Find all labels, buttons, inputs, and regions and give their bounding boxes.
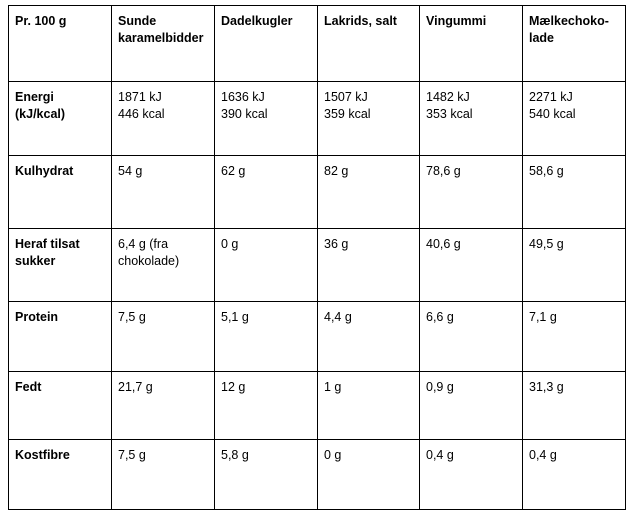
row-label-line: Fedt <box>15 380 42 394</box>
table-cell <box>215 82 318 156</box>
cell-line: 1 g <box>324 380 342 394</box>
table-cell <box>112 440 215 510</box>
table-cell <box>420 372 523 440</box>
row-label-line: Kostfibre <box>15 448 70 462</box>
cell-line: 62 g <box>221 164 246 178</box>
table-cell <box>318 440 420 510</box>
row-label-line: Energi <box>15 90 54 104</box>
table-cell <box>112 302 215 372</box>
table-cell <box>112 229 215 302</box>
cell-line: 31,3 g <box>529 380 564 394</box>
table-cell <box>215 372 318 440</box>
column-header-sunde-karamelbidder <box>112 6 215 82</box>
table-cell <box>523 440 626 510</box>
row-label-line: Protein <box>15 310 59 324</box>
table-row-kostfibre <box>9 440 626 510</box>
table-row-energi <box>9 82 626 156</box>
table-cell <box>523 302 626 372</box>
row-label-energi <box>9 82 112 156</box>
table-cell <box>318 229 420 302</box>
table-cell <box>420 156 523 229</box>
row-label-line: Heraf tilsat <box>15 237 80 251</box>
cell-line: 2271 kJ <box>529 90 573 104</box>
cell-line: 36 g <box>324 237 349 251</box>
cell-line: 0,9 g <box>426 380 454 394</box>
cell-line: 1871 kJ <box>118 90 162 104</box>
column-header-line: Dadelkugler <box>221 14 293 28</box>
row-label-line: Kulhydrat <box>15 164 74 178</box>
column-header-maelkechokolade <box>523 6 626 82</box>
row-label-kostfibre <box>9 440 112 510</box>
table-cell <box>318 372 420 440</box>
cell-line: 40,6 g <box>426 237 461 251</box>
cell-line: 12 g <box>221 380 246 394</box>
table-row-protein <box>9 302 626 372</box>
cell-line: 1482 kJ <box>426 90 470 104</box>
cell-line: 1507 kJ <box>324 90 368 104</box>
cell-line: 446 kcal <box>118 107 165 121</box>
cell-line: 0 g <box>221 237 239 251</box>
row-label-kulhydrat <box>9 156 112 229</box>
row-label-fedt <box>9 372 112 440</box>
table-cell <box>318 82 420 156</box>
column-header-lakrids-salt <box>318 6 420 82</box>
cell-line: 78,6 g <box>426 164 461 178</box>
table-cell <box>112 372 215 440</box>
cell-line: 6,4 g (fra <box>118 237 169 251</box>
cell-line: 49,5 g <box>529 237 564 251</box>
cell-line: 54 g <box>118 164 143 178</box>
table-cell <box>420 440 523 510</box>
table-cell <box>318 302 420 372</box>
column-header-vingummi <box>420 6 523 82</box>
cell-line: 390 kcal <box>221 107 268 121</box>
cell-line: 7,1 g <box>529 310 557 324</box>
corner-header-cell <box>9 6 112 82</box>
cell-line: 82 g <box>324 164 349 178</box>
table-cell <box>523 229 626 302</box>
table-cell <box>215 156 318 229</box>
column-header-dadelkugler <box>215 6 318 82</box>
table-row-heraf-tilsat-sukker <box>9 229 626 302</box>
cell-line: 353 kcal <box>426 107 473 121</box>
cell-line: 0,4 g <box>426 448 454 462</box>
row-label-heraf-tilsat-sukker <box>9 229 112 302</box>
column-header-line: lade <box>529 31 555 45</box>
cell-line: 7,5 g <box>118 310 146 324</box>
table-cell <box>420 229 523 302</box>
cell-line: 4,4 g <box>324 310 352 324</box>
corner-label: Pr. 100 g <box>15 14 67 28</box>
cell-line: 5,8 g <box>221 448 249 462</box>
cell-line: chokolade) <box>118 254 180 268</box>
cell-line: 540 kcal <box>529 107 576 121</box>
header-row <box>9 6 626 82</box>
table-cell <box>523 82 626 156</box>
cell-line: 0 g <box>324 448 342 462</box>
row-label-line: sukker <box>15 254 56 268</box>
column-header-line: Vingummi <box>426 14 487 28</box>
table-cell <box>112 156 215 229</box>
cell-line: 58,6 g <box>529 164 564 178</box>
table-cell <box>215 229 318 302</box>
column-header-line: karamelbidder <box>118 31 204 45</box>
cell-line: 0,4 g <box>529 448 557 462</box>
row-label-protein <box>9 302 112 372</box>
nutrition-table <box>8 5 626 510</box>
table-cell <box>112 82 215 156</box>
column-header-line: Sunde <box>118 14 157 28</box>
table-row-fedt <box>9 372 626 440</box>
table-cell <box>215 302 318 372</box>
table-cell <box>523 372 626 440</box>
cell-line: 7,5 g <box>118 448 146 462</box>
table-row-kulhydrat <box>9 156 626 229</box>
table-cell <box>318 156 420 229</box>
table-cell <box>523 156 626 229</box>
column-header-line: Mælkechoko- <box>529 14 609 28</box>
table-cell <box>420 82 523 156</box>
cell-line: 21,7 g <box>118 380 153 394</box>
table-cell <box>215 440 318 510</box>
table-cell <box>420 302 523 372</box>
cell-line: 5,1 g <box>221 310 249 324</box>
cell-line: 6,6 g <box>426 310 454 324</box>
cell-line: 359 kcal <box>324 107 371 121</box>
nutrition-table-wrapper <box>8 5 626 510</box>
cell-line: 1636 kJ <box>221 90 265 104</box>
column-header-line: Lakrids, salt <box>324 14 397 28</box>
row-label-line: (kJ/kcal) <box>15 107 66 121</box>
